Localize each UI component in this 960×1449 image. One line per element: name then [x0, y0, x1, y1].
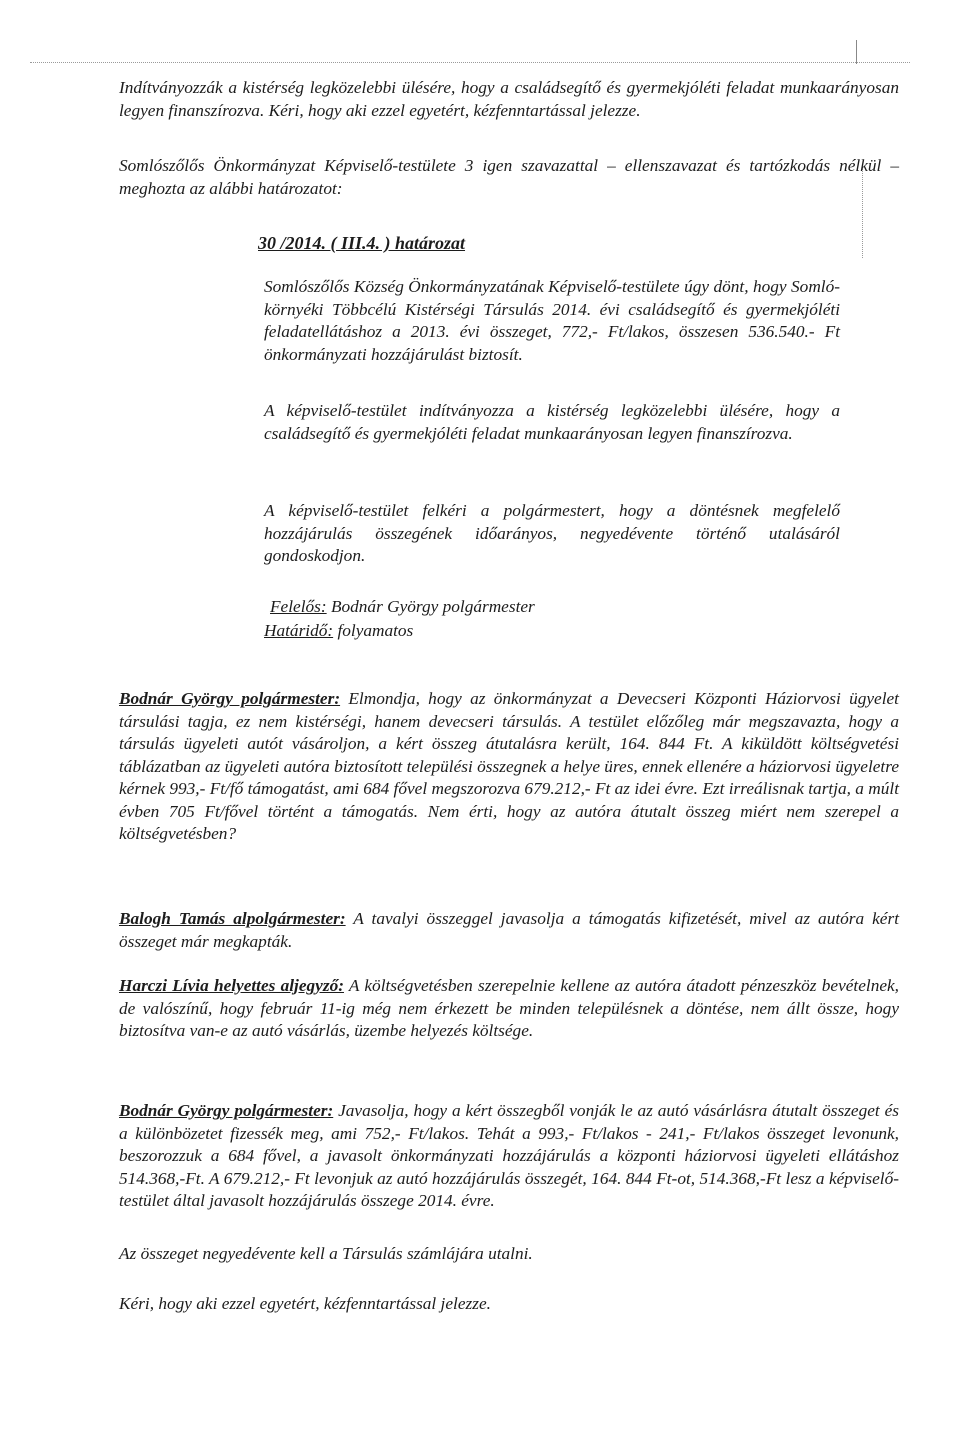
resolution-paragraph-3: A képviselő-testület felkéri a polgármestert, hogy a döntésnek megfelelő hozzájárulás összegének időarányos, negyedévente történő utalásáról gondoskodjon. [264, 501, 840, 565]
speaker-name: Harczi Lívia helyettes aljegyző: [119, 976, 344, 995]
resolution-paragraph-2: A képviselő-testület indítványozza a kistérség legközelebbi ülésére, hogy a családsegítő és gyermekjóléti feladat munkaarányosan legyen finanszírozva. [264, 401, 840, 443]
resolution-paragraph-1: Somlószőlős Község Önkormányzatának Képviselő-testülete úgy dönt, hogy Somló-környéki Többcélú Kistérségi Társulás 2014. évi családsegítő és gyermekjóléti feladatellátáshoz a 2013. évi összeget, 772,- Ft/lakos, összesen 536.540.- Ft önkormányzati hozzájárulást biztosít. [264, 277, 840, 364]
responsible-line [270, 596, 535, 619]
responsible-label: Felelős: [270, 597, 327, 616]
speech-text: Elmondja, hogy az önkormányzat a Devecseri Központi Háziorvosi ügyelet társulási tagja, ez nem kistérségi, hanem devecseri társulás. A testület előzőleg már megszavazta, hogy a társulás ügyeleti autót vásároljon, a kért összeg átutalásra került, 164. 844 Ft. A kiküldött költségvetési táblázatban az ügyeleti autóra biztosított települési összegnek a helye üres, ennek ellenére a háziorvosi ügyeletre kérnek 993,- Ft/fő támogatást, ami 684 fővel megszorozva 679.212,- Ft az idei évre. Ezt irreálisnak tartja, a múlt évben 705 Ft/fővel történt a támogatás. Nem érti, hogy az autóra átutalt összeg miért nem szerepel a költségvetésben? [119, 689, 899, 843]
speech-3 [119, 975, 899, 1043]
speech-text: A költségvetésben szerepelnie kellene az autóra átadott pénzeszköz bevételnek, de valószínű, hogy február 11-ig még nem érkezett be minden településnek a döntése, nem állt össze, hogy biztosítva van-e az autó vásárlás, üzembe helyezés költsége. [119, 976, 899, 1040]
intro-paragraph: Indítványozzák a kistérség legközelebbi ülésére, hogy a családsegítő és gyermekjóléti feladat munkaarányosan legyen finanszírozva. Kéri, hogy aki ezzel egyetért, kézfenntartással jelezze. [119, 78, 899, 120]
speech-text: A tavalyi összeggel javasolja a támogatás kifizetését, mivel az autóra kért összeget már megkapták. [119, 909, 900, 951]
scan-edge-line [30, 62, 910, 63]
scan-mark [856, 40, 857, 64]
transfer-note: Az összeget negyedévente kell a Társulás számlájára utalni. [119, 1244, 533, 1263]
deadline-value: folyamatos [333, 621, 414, 640]
deadline-label: Határidő: [264, 621, 334, 640]
speech-4 [119, 1100, 899, 1213]
speech-1 [119, 688, 899, 846]
speaker-name: Bodnár György polgármester: [119, 1101, 334, 1120]
speech-text: Javasolja, hogy a kért összegből vonják le az autó vásárlásra átutalt összeget és a különbözetet fizessék meg, ami 752,- Ft/lakos. Tehát a 993,- Ft/lakos - 241,- Ft/lakos összeget levonunk, beszorozzuk a 684 fővel, a javasolt önkormányzati hozzájárulás a központi háziorvosi ügyeleti ellátáshoz 514.368,-Ft. A 679.212,- Ft levonjuk az autó hozzájárulás összegét, 164. 844 Ft-ot, 514.368,-Ft lesz a képviselő-testület által javasolt hozzájárulás összege 2014. évre. [119, 1101, 899, 1210]
resolution-title: 30 /2014. ( III.4. ) határozat [258, 233, 466, 253]
speaker-name: Bodnár György polgármester: [119, 689, 341, 708]
responsible-value: Bodnár György polgármester [326, 597, 535, 616]
deadline-line [264, 620, 413, 643]
speaker-name: Balogh Tamás alpolgármester: [119, 909, 346, 928]
vote-paragraph: Somlószőlős Önkormányzat Képviselő-testülete 3 igen szavazattal – ellenszavazat és tartózkodás nélkül – meghozta az alábbi határozatot: [119, 156, 899, 198]
speech-2 [119, 908, 899, 953]
closing-paragraph: Kéri, hogy aki ezzel egyetért, kézfenntartással jelezze. [119, 1294, 491, 1313]
